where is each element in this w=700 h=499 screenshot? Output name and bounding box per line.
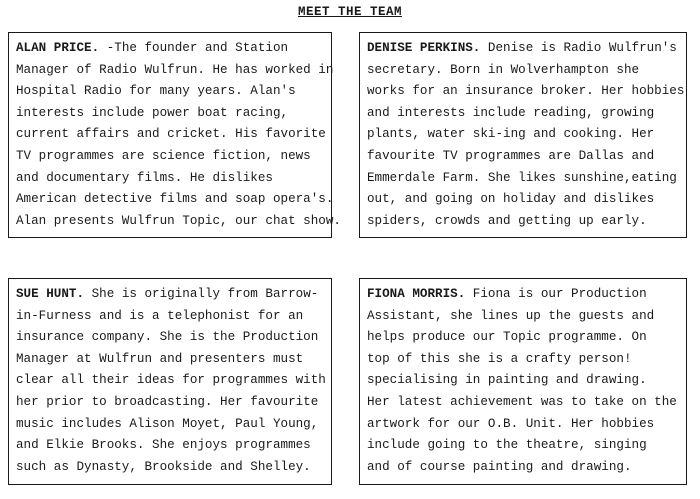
text-line: She is originally from Barrow- [84, 287, 319, 301]
text-line: top of this she is a crafty person! [367, 351, 632, 366]
text-line: works for an insurance broker. Her hobbies [367, 84, 685, 99]
text-line: and Elkie Brooks. She enjoys programmes [16, 438, 311, 453]
profile-card-denise-perkins [359, 32, 687, 238]
text-line: include going to the theatre, singing [367, 438, 647, 453]
text-line: Her latest achievement was to take on the [367, 394, 677, 409]
text-line: and interests include reading, growing [367, 105, 655, 120]
profile-card-fiona-morris [359, 278, 687, 485]
text-line: favourite TV programmes are Dallas and [367, 148, 655, 163]
text-line: her prior to broadcasting. Her favourite [16, 394, 319, 409]
first-line [16, 38, 331, 60]
text-line: secretary. Born in Wolverhampton she [367, 62, 640, 77]
text-line: spiders, crowds and getting up early. [367, 213, 647, 228]
text-line: Emmerdale Farm. She likes sunshine,eating [367, 170, 677, 185]
text-line: in-Furness and is a telephonist for an [16, 308, 304, 323]
profile-text [367, 38, 686, 232]
text-line: TV programmes are science fiction, news [16, 148, 311, 163]
text-line: American detective films and soap opera's. [16, 192, 334, 207]
text-line: music includes Alison Moyet, Paul Young, [16, 416, 319, 431]
text-line: and documentary films. He dislikes [16, 170, 273, 185]
profile-text [16, 284, 331, 478]
profile-name: FIONA MORRIS. [367, 287, 466, 301]
profile-name: DENISE PERKINS. [367, 41, 481, 55]
text-line: Assistant, she lines up the guests and [367, 308, 655, 323]
text-line: such as Dynasty, Brookside and Shelley. [16, 459, 311, 474]
text-line: Alan presents Wulfrun Topic, our chat show. [16, 213, 341, 228]
text-line: insurance company. She is the Production [16, 330, 319, 345]
text-line: and of course painting and drawing. [367, 459, 632, 474]
text-line: Fiona is our Production [465, 287, 647, 301]
text-line: interests include power boat racing, [16, 105, 289, 120]
profile-text [367, 284, 686, 478]
text-line: Manager of Radio Wulfrun. He has worked in [16, 62, 334, 77]
text-line: Denise is Radio Wulfrun's [480, 41, 677, 55]
profile-text [16, 38, 341, 232]
profile-name: ALAN PRICE. [16, 41, 100, 55]
first-line [367, 284, 686, 306]
text-line: current affairs and cricket. His favorite [16, 127, 326, 142]
text-line: plants, water ski-ing and cooking. Her [367, 127, 655, 142]
text-line: helps produce our Topic programme. On [367, 330, 647, 345]
text-line: artwork for our O.B. Unit. Her hobbies [367, 416, 655, 431]
text-line: Manager at Wulfrun and presenters must [16, 351, 304, 366]
profile-card-sue-hunt [8, 278, 332, 485]
page-title: MEET THE TEAM [297, 5, 403, 19]
first-line [367, 38, 686, 60]
text-line: clear all their ideas for programmes with [16, 373, 326, 388]
text-line: specialising in painting and drawing. [367, 373, 647, 388]
text-line: Hospital Radio for many years. Alan's [16, 84, 296, 99]
text-line: out, and going on holiday and dislikes [367, 192, 655, 207]
profile-name: SUE HUNT. [16, 287, 85, 301]
first-line [16, 284, 331, 306]
profile-card-alan-price [8, 32, 341, 238]
text-line: -The founder and Station [99, 41, 289, 55]
